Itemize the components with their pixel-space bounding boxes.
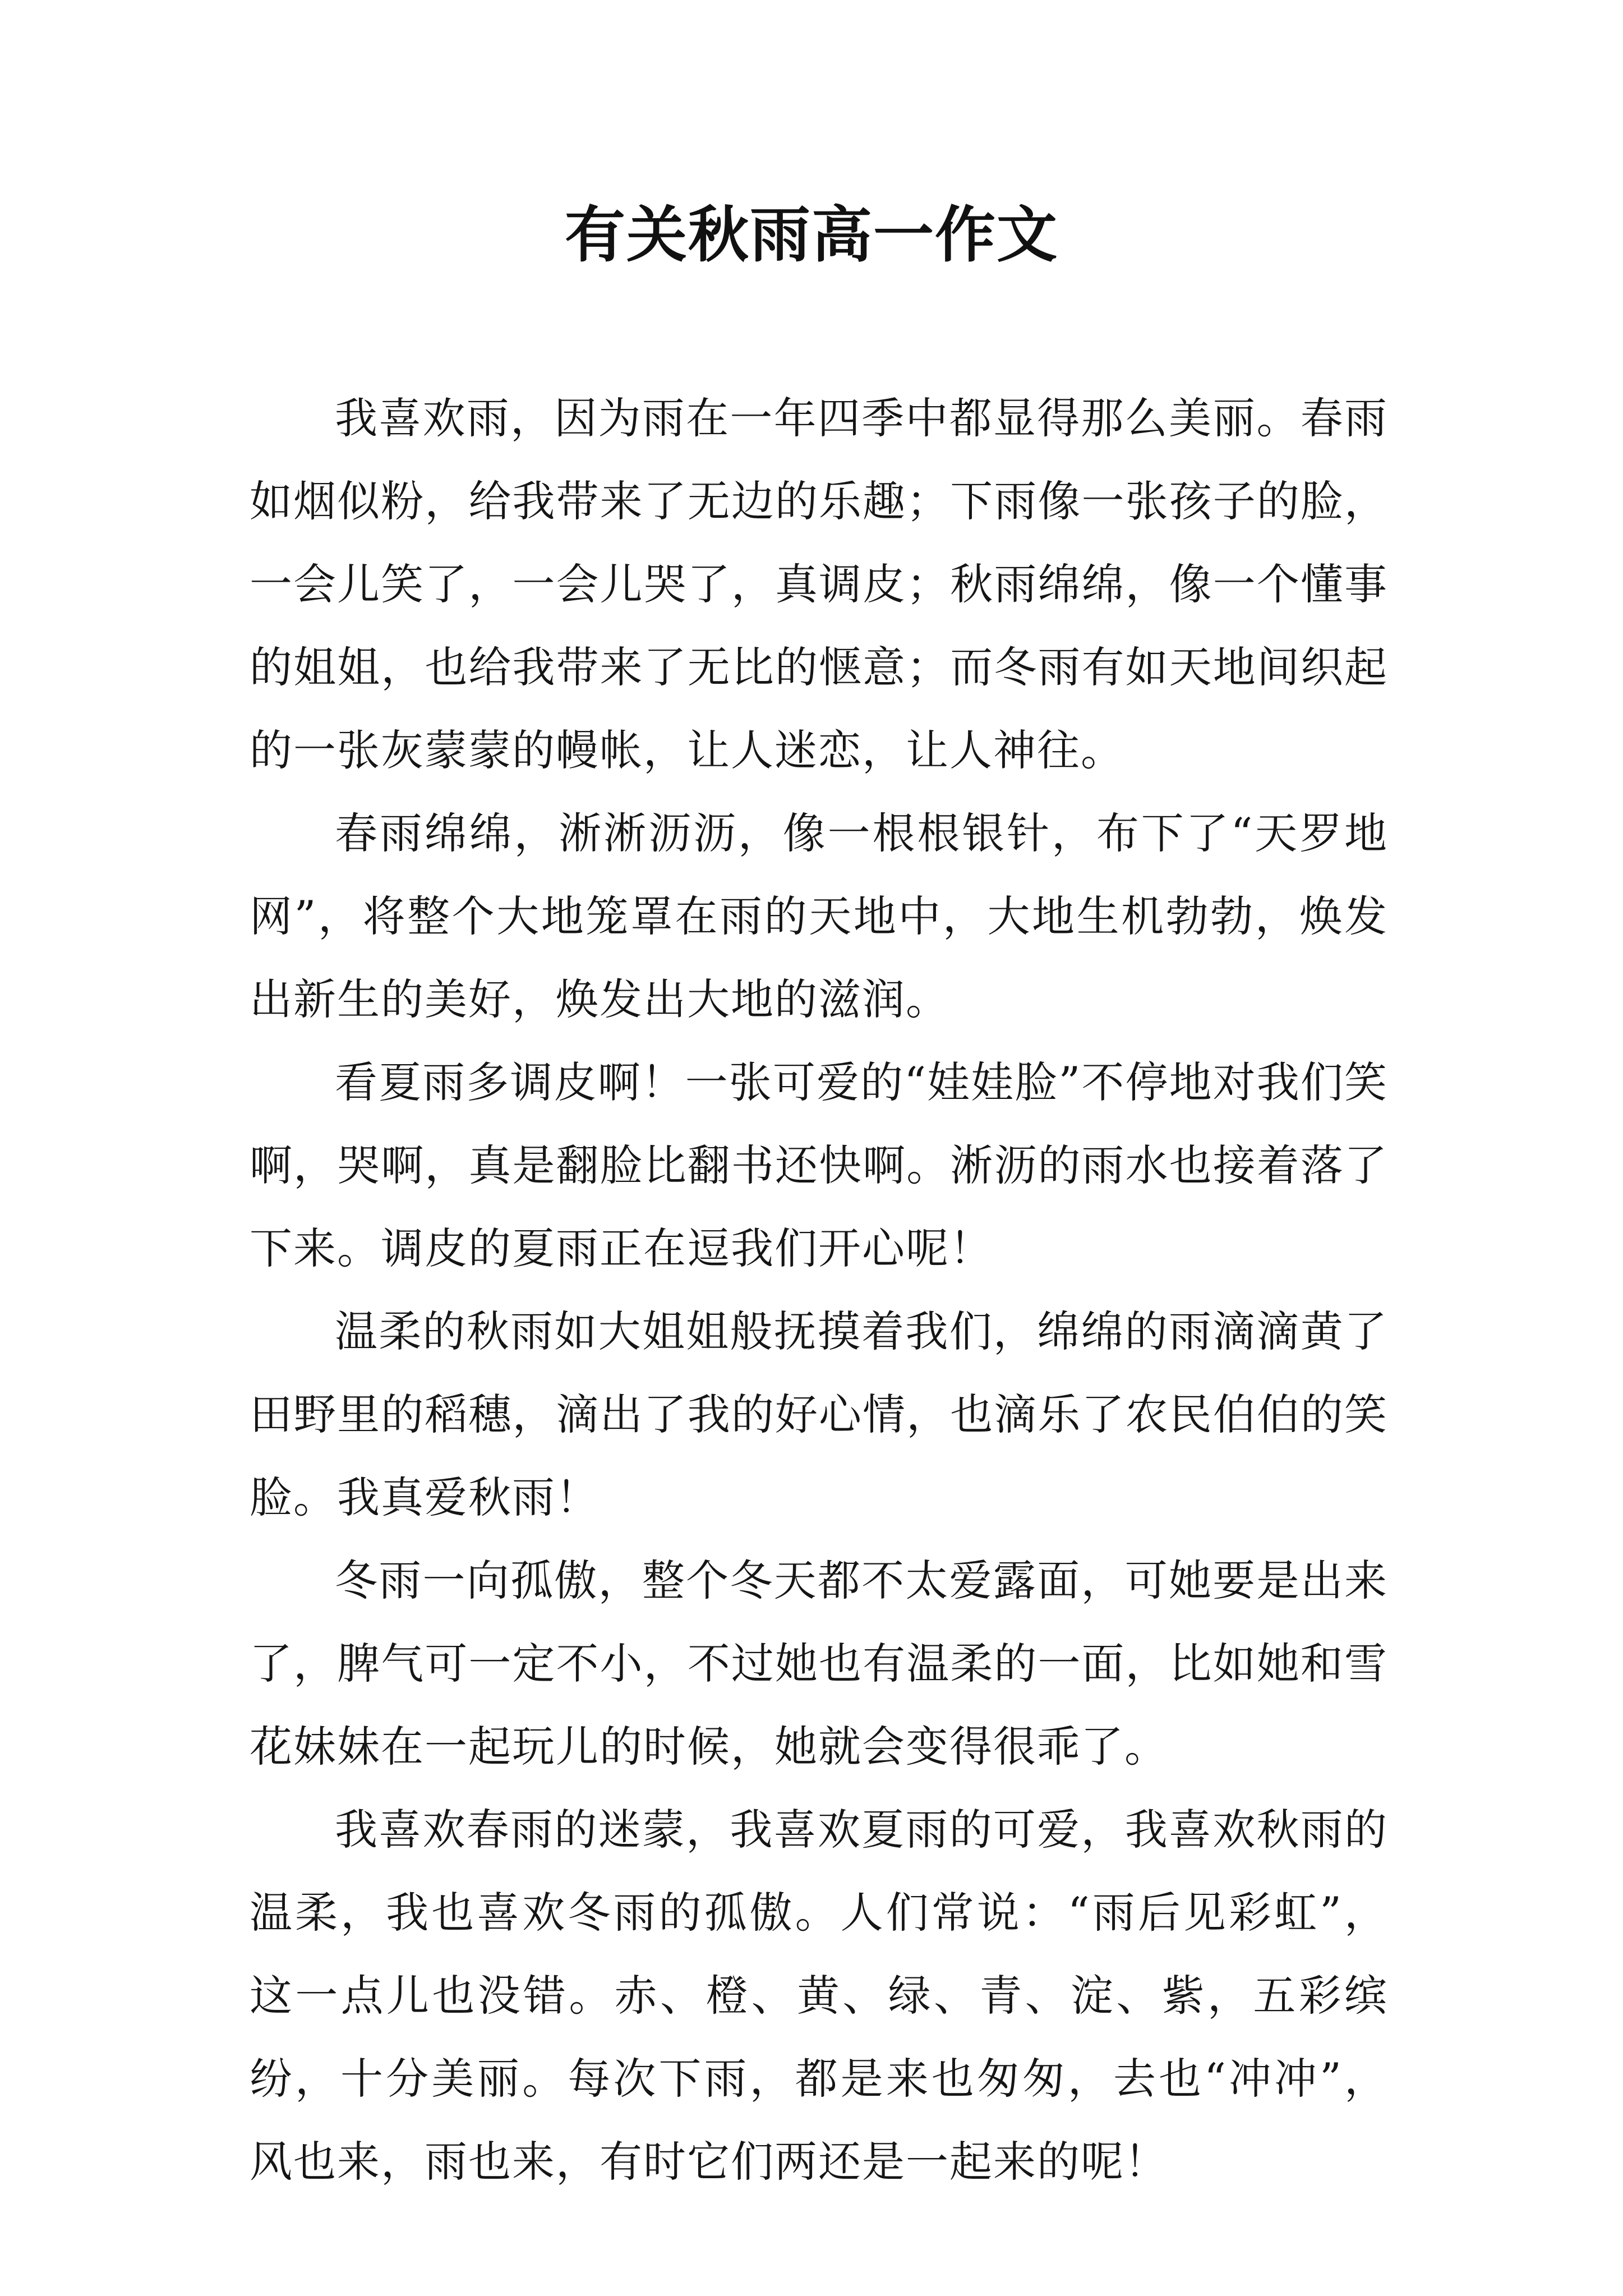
paragraph: 看夏雨多调皮啊！一张可爱的“娃娃脸”不停地对我们笑啊，哭啊，真是翻脸比翻书还快啊。淅沥的雨水也接着落了下来。调皮的夏雨正在逗我们开心呢！: [250, 1057, 1388, 1273]
paragraph: 冬雨一向孤傲，整个冬天都不太爱露面，可她要是出来了，脾气可一定不小，不过她也有温柔的一面，比如她和雪花妹妹在一起玩儿的时候，她就会变得很乖了。: [250, 1556, 1388, 1772]
document-title: 有关秋雨高一作文: [564, 200, 1058, 270]
paragraph: 温柔的秋雨如大姐姐般抚摸着我们，绵绵的雨滴滴黄了田野里的稻穗，滴出了我的好心情，也滴乐了农民伯伯的笑脸。我真爱秋雨！: [250, 1306, 1388, 1522]
paragraph: 春雨绵绵，淅淅沥沥，像一根根银针，布下了“天罗地网”，将整个大地笼罩在雨的天地中，大地生机勃勃，焕发出新生的美好，焕发出大地的滋润。: [250, 808, 1388, 1024]
paragraph: 我喜欢春雨的迷蒙，我喜欢夏雨的可爱，我喜欢秋雨的温柔，我也喜欢冬雨的孤傲。人们常说：“雨后见彩虹”，这一点儿也没错。赤、橙、黄、绿、青、淀、紫，五彩缤纷，十分美丽。每次下雨，都是来也匆匆，去也“冲冲”，风也来，雨也来，有时它们两还是一起来的呢！: [250, 1805, 1388, 2187]
document-body: [250, 377, 1388, 2203]
paragraph: 我喜欢雨，因为雨在一年四季中都显得那么美丽。春雨如烟似粉，给我带来了无边的乐趣；下雨像一张孩子的脸，一会儿笑了，一会儿哭了，真调皮；秋雨绵绵，像一个懂事的姐姐，也给我带来了无比的惬意；而冬雨有如天地间织起的一张灰蒙蒙的幔帐，让人迷恋，让人神往。: [250, 393, 1388, 775]
